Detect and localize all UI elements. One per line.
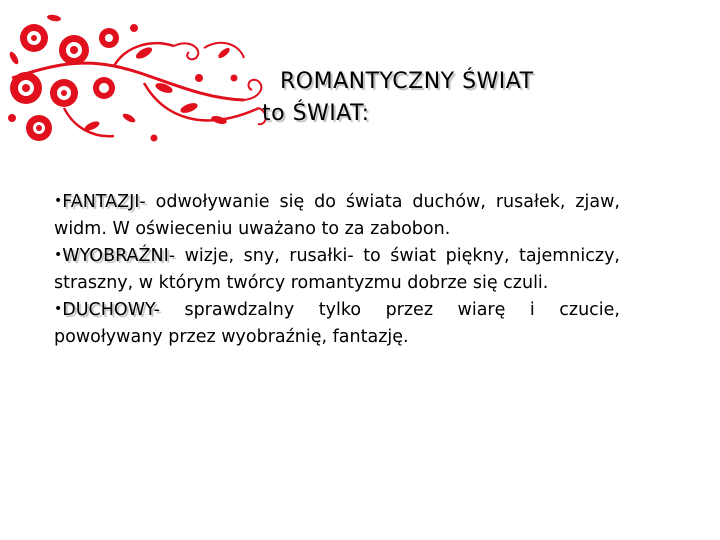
list-item-term: DUCHOWY- xyxy=(62,300,160,320)
list-item xyxy=(54,242,620,296)
list-item xyxy=(54,296,620,350)
bullet-icon: • xyxy=(54,247,63,263)
list-item-text: wizje, sny, rusałki- to świat piękny, tajemniczy, straszny, w którym twórcy romantyzmu dobrze się czuli. xyxy=(54,246,620,293)
slide-title xyxy=(262,66,642,130)
list-item xyxy=(54,188,620,242)
bullet-icon: • xyxy=(54,301,63,317)
title-line-1: ROMANTYCZNY ŚWIAT xyxy=(280,69,534,94)
bullet-list xyxy=(54,188,620,350)
list-item-term: WYOBRAŹNI- xyxy=(62,246,176,266)
list-item-term: FANTAZJI- xyxy=(62,192,146,212)
list-item-text: sprawdzalny tylko przez wiarę i czucie, powoływany przez wyobraźnię, fantazję. xyxy=(54,300,620,347)
title-line-2: to ŚWIAT: xyxy=(262,101,370,126)
list-item-text: odwoływanie się do świata duchów, rusałek, zjaw, widm. W oświeceniu uważano to za zabobon. xyxy=(54,192,620,239)
bullet-icon: • xyxy=(54,193,63,209)
red-floral-ornament-icon xyxy=(4,8,274,158)
